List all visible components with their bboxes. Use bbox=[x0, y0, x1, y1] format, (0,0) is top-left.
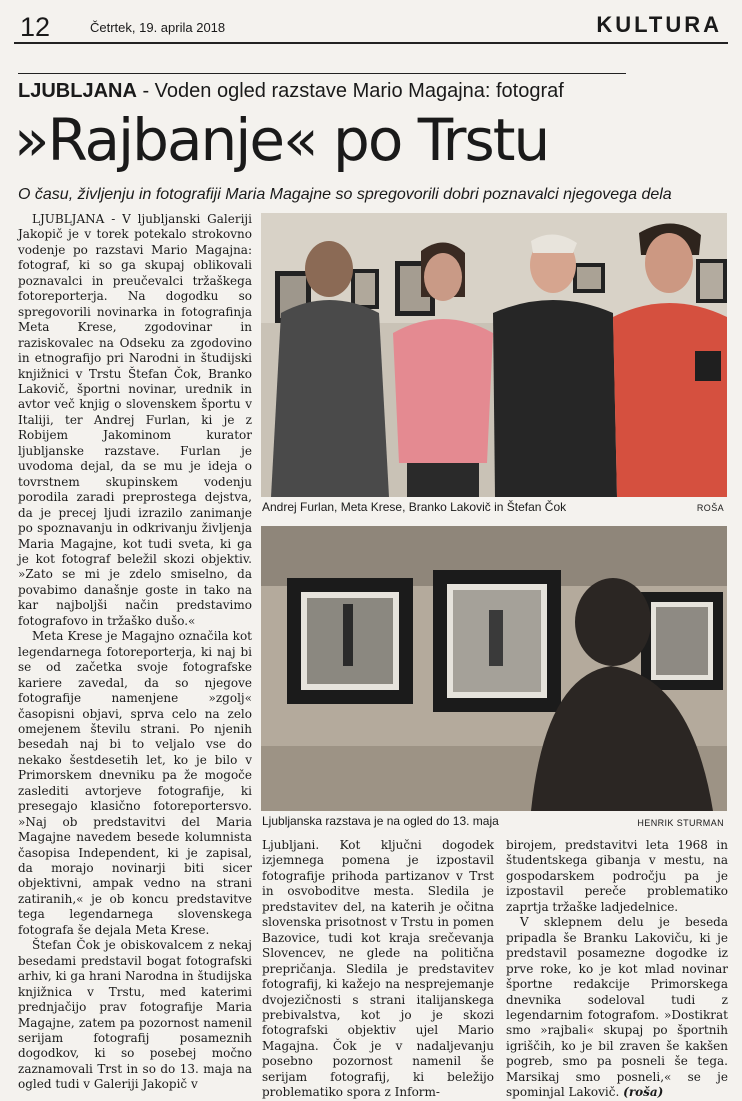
headline: »Rajbanje« po Trstu bbox=[14, 106, 549, 174]
photo-group-portrait bbox=[261, 213, 727, 497]
paragraph: Ljubljani. Kot ključni dogodek izjemnega pomena je izpostavil fotografije prihoda partizanov v Trst in osvoboditve mesta. Sledila je predstavitev del, na katerih je očitna slovenska prisotnost v Trstu in pomen Bazovice, tudi kot kraja srečevanja Slovencev, ne glede na politična prepričanja. Sledila je predstavitev fotografij, ki kažejo na nespreјemanje dvojezičnosti s strani italijanskega prebivalstva, kot jo je skozi fotografski objektiv ujel Mario Magajna. Čok je v nadaljevanju posebno pozornost namenil še serijam fotografij, ki beležijo problematiko spora z Inform- bbox=[262, 838, 494, 1100]
photo2-caption: Ljubljanska razstava je na ogled do 13. maja bbox=[262, 814, 499, 828]
paragraph: LJUBLJANA - V ljubljanski Galeriji Jakopič je v torek potekalo strokovno vodenje po razstavi Mario Magajna: fotograf, ki so ga skupaj oblikovali poznavalci in preučevalci tržaškega fotoreporterja. Na dogodku so spregovorili novinarka in fotografinja Meta Krese, zgodovinar in raziskovalec na Odseku za zgodovino in etnografijo pri Narodni in študijski knjižnici v Trstu Štefan Čok, Branko Lakovič, športni novinar, urednik in avtor več knjig o slovenskem športu v Italiji, ter Andrej Furlan, ki je z Robijem Jakominom kurator ljubljanske razstave. Furlan je uvodoma dejal, da se mu je ideja o tovrstnem skupinskem vodenju porodila zaradi preprostega dejstva, da je precej ljudi izrazilo zanimanje po spoznavanju in odkrivanju življenja Maria Magajne, kot tudi sveta, ki ga je kot fotograf beležil skozi objektiv. »Zato se mi je zdelo smiselno, da povabimo današnje goste in tako na kar najboljši način predstavimo fotografovo in tržaško dušo.« bbox=[18, 212, 252, 628]
paragraph: birojem, predstavitvi leta 1968 in študentskega gibanja v mestu, na gospodarskem področju pa je izpostavil pereče problematiko zaprtja tržaške ladjedelnice. bbox=[506, 838, 728, 914]
photo1-credit: ROŠA bbox=[696, 503, 724, 513]
group-portrait-image bbox=[261, 213, 727, 497]
paragraph: Štefan Čok je obiskovalcem z nekaj besedami predstavil bogat fotografski arhiv, ki ga hrani Narodna in študijska knjižnica v Trstu, med katerimi prednjačijo prav fotografije Maria Magajne, zatem pa pozornost namenil serijam fotografij posameznih dogodkov, ki so posebej močno zaznamovali Trst in so do 13. maja na ogled tudi v Galeriji Jakopič v bbox=[18, 938, 252, 1092]
paragraph: Meta Krese je Magajno označila kot legendarnega fotoreporterja, ki naj bi se od začetka svoje fotografske kariere zavedal, da so njegove fotografije namenjene »zgolj« časopisni objavi, sprva celo na zelo omejenem številu strani. Po njenih besedah naj bi to veljalo vse do nekako šestdesetih let, ko je bilo v Primorskem dnevniku pa že mogoče zaslediti avtorjeve fotografije, ki presegajo klasično fotoreportersvo. »Naj ob predstavitvi del Maria Magajne navedem besede kolumnista časopisa Independent, ki je zapisal, da morajo novinarji biti sicer objektivni, ampak vedno na strani zatiranih,« je ob koncu predstavitve tega legendarnega slovenskega fotografa še dejala Meta Krese. bbox=[18, 629, 252, 937]
page-number: 12 bbox=[20, 12, 51, 42]
issue-date: Četrtek, 19. aprila 2018 bbox=[90, 20, 226, 35]
kicker-text: - Voden ogled razstave Mario Magajna: fotograf bbox=[136, 80, 564, 102]
photo1-caption: Andrej Furlan, Meta Krese, Branko Lakovič in Štefan Čok bbox=[262, 500, 567, 514]
exhibition-image bbox=[261, 526, 727, 811]
subheadline: O času, življenju in fotografiji Maria Magajne so spregovorili dobri poznavalci njegovega dela bbox=[18, 186, 672, 203]
paragraph-text: V sklepnem delu je beseda pripadla še Branku Lakoviču, ki je predstavil posamezne dogodke iz prve roke, ko je kot mlad novinar športne redakcije Primorskega dnevnika sodeloval tudi z legendarnim fotografom. »Dostikrat smo »rajbali« skupaj po športnih igriščih, ko je bil zraven še kakšen pogreb, smo pa posneli še tega. Marsikaj smo posneli,« se je spominjal Lakovič. bbox=[506, 915, 728, 1100]
kicker-place: LJUBLJANA bbox=[18, 80, 137, 102]
article-column-2 bbox=[262, 838, 494, 1101]
header-rule bbox=[14, 42, 728, 44]
section-title: KULTURA bbox=[596, 12, 722, 37]
photo-exhibition bbox=[261, 526, 727, 811]
kicker-rule bbox=[18, 73, 626, 74]
author-signature: (roša) bbox=[623, 1085, 664, 1100]
article-kicker bbox=[18, 80, 564, 103]
article-column-3 bbox=[506, 838, 728, 1101]
photo2-credit: HENRIK STURMAN bbox=[637, 818, 724, 828]
paragraph bbox=[506, 915, 728, 1100]
article-column-1 bbox=[18, 212, 252, 1093]
